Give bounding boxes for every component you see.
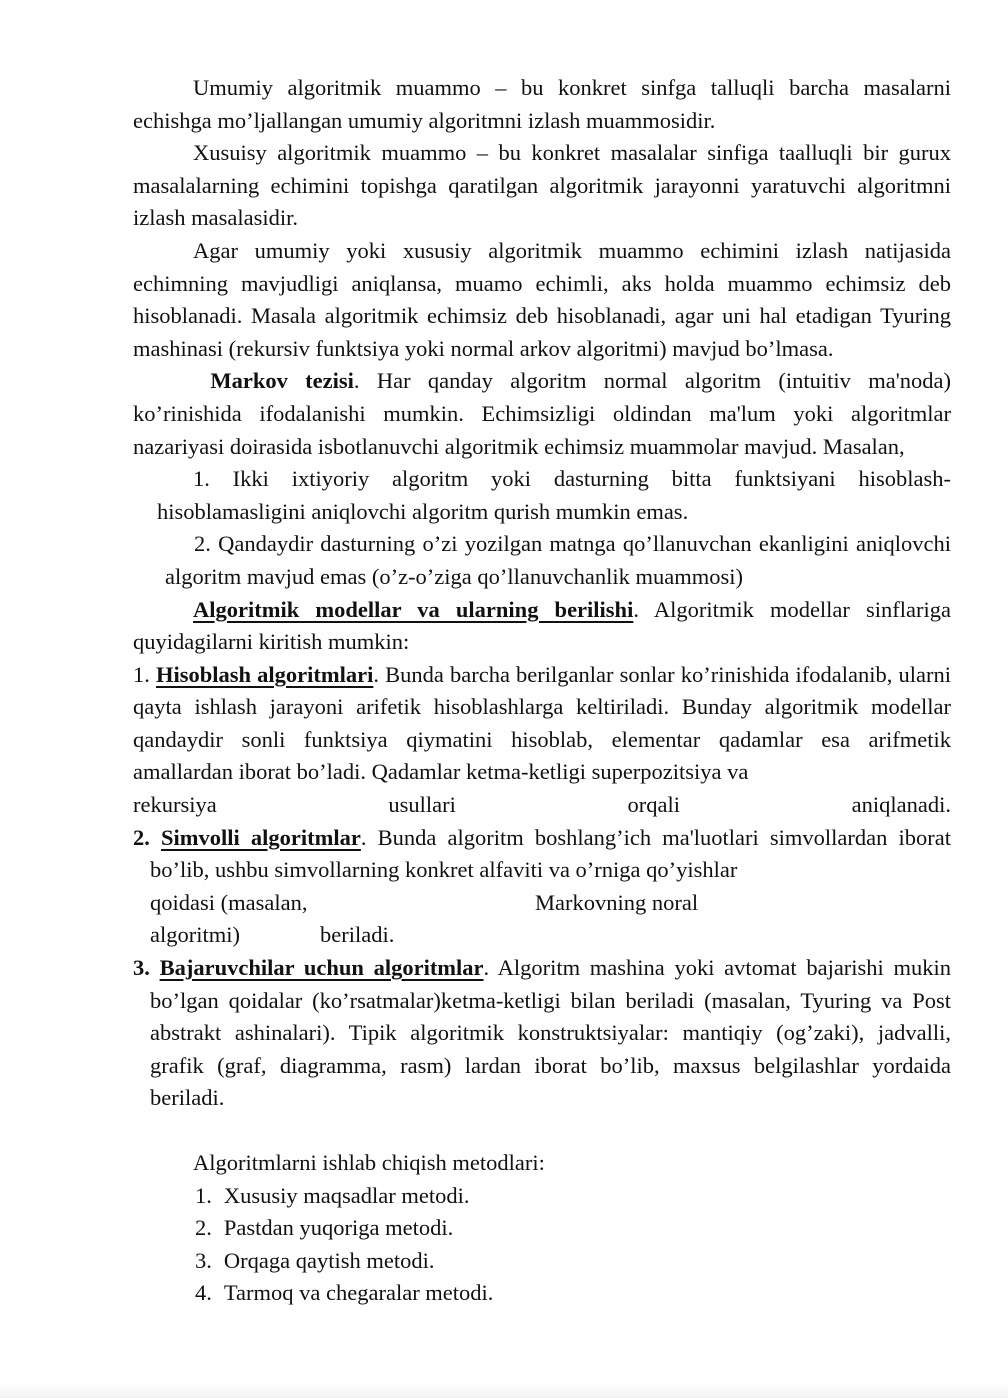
list-number: 1. [195, 1182, 212, 1208]
paragraph-general-problem: Umumiy algoritmik muammo – bu konkret sinfga talluqli barcha masalarni echishga mo’ljallangan umumiy algoritmni izlash muammosidir. [133, 75, 951, 133]
list-text: Xususiy maqsadlar metodi. [223, 1182, 470, 1208]
list-item [195, 1212, 951, 1245]
list-item [195, 1180, 951, 1213]
symbolic-body: . Bunda algoritm boshlang’ich ma'luotlari simvollardan iborat bo’lib, ushbu simvollarning konkret alfaviti va o’rniga qo’yishlar [150, 824, 951, 883]
markov-thesis-text: . Har qanday algoritm normal algoritm (intuitiv ma'noda) ko’rinishida ifodalanishi mumkin. Echimsizligi oldindan ma'lum yoki algoritmlar nazariyasi doirasida isbotlanuvchi algoritmik echimsiz muammolar mavjud. Masalan, [133, 368, 952, 459]
executors-heading: Bajaruvchilar uchun algoritmlar [159, 955, 484, 981]
paragraph-models [133, 594, 951, 659]
word: algoritmi) [150, 922, 240, 948]
section-computational [133, 659, 951, 822]
word: Markovning noral [535, 889, 699, 915]
executors-body: . Algoritm mashina yoki avtomat bajarishi mukin bo’lgan qoidalar (ko’rsatmalar)ketma-ketligi bilan beriladi (masalan, Tyuring va Post abstrakt ashinalari). Tipik algoritmik konstruktsiyalar: mantiqiy (og’zaki), jadvalli, grafik (graf, diagramma, rasm) lardan iborat bo’lib, maxsus belgilashlar yordaida beriladi. [150, 955, 951, 1111]
paragraph-special-problem: Xusuisy algoritmik muammo – bu konkret masalalar sinfiga taalluqli bir gurux masalalarning echimini topishga qaratilgan algoritmik jarayonni yaratuvchi algoritmni izlash masalasidir. [133, 140, 951, 231]
spacer [133, 1115, 951, 1147]
list-text: Pastdan yuqoriga metodi. [223, 1215, 454, 1241]
word: usullari [388, 792, 456, 818]
document-page [133, 72, 951, 1310]
list-text: Tarmoq va chegaralar metodi. [223, 1280, 494, 1306]
list-item [195, 1277, 951, 1310]
models-text: . Algoritmik modellar sinflariga quyidagilarni kiritish mumkin: [133, 596, 951, 655]
list-number: 3. [195, 1247, 212, 1273]
paragraph-solvability: Agar umumiy yoki xususiy algoritmik muammo echimini izlash natijasida echimning mavjudligi aniqlansa, muamo echimli, aks holda muammo echimsiz deb hisoblanadi. Masala algoritmik echimsiz deb hisoblanadi, agar uni hal etadigan Tyuring mashinasi (rekursiv funktsiya yoki normal arkov algoritmi) mavjud bo’lmasa. [133, 237, 951, 361]
computational-body: . Bunda barcha berilganlar sonlar ko’rinishida ifodalanib, ularni qayta ishlash jarayoni arifetik hisoblashlarga keltiriladi. Bunday algoritmik modellar qandaydir sonli funktsiya qiymatini hisoblab, elementar qadamlar esa arifmetik amallardan iborat bo’ladi. Qadamlar ketma-ketligi superpozitsiya va [133, 661, 951, 785]
computational-heading: Hisoblash algoritmlari [156, 661, 374, 687]
markov-thesis-heading: Markov tezisi [210, 368, 354, 394]
list-item [195, 1245, 951, 1278]
list-item-2: 2. Qandaydir dasturning o’zi yozilgan matnga qo’llanuvchan ekanligini aniqlovchi algoritm mavjud emas (o’z-o’ziga qo’llanuvchanlik muammosi) [165, 531, 951, 589]
word: rekursiya [133, 792, 217, 818]
page-bottom-edge [0, 1382, 1008, 1398]
models-heading: Algoritmik modellar va ularning berilishi [193, 596, 634, 622]
paragraph-markov-thesis [133, 365, 951, 463]
symbolic-line-4 [133, 919, 951, 952]
symbolic-heading: Simvolli algoritmlar [161, 824, 361, 850]
list-item-1: 1. Ikki ixtiyoriy algoritm yoki dasturning bitta funktsiyani hisoblash-hisoblamasligini aniqlovchi algoritm qurish mumkin emas. [157, 466, 951, 524]
section-number: 3. [133, 955, 160, 981]
word: beriladi. [320, 922, 395, 948]
word: orqali [627, 792, 680, 818]
word: aniqlanadi. [851, 792, 951, 818]
word: qoidasi (masalan, [150, 889, 308, 915]
list-text: Orqaga qaytish metodi. [223, 1247, 435, 1273]
computational-last-line [133, 789, 951, 822]
section-executors [133, 952, 951, 1115]
section-number: 2. [133, 824, 162, 850]
computational-text [133, 659, 951, 789]
section-symbolic [133, 822, 951, 952]
symbolic-line-3 [133, 887, 951, 920]
symbolic-text [133, 822, 951, 887]
list-number: 4. [195, 1280, 212, 1306]
list-number: 2. [195, 1215, 212, 1241]
methods-list [133, 1180, 951, 1310]
section-number: 1. [133, 661, 156, 687]
methods-title: Algoritmlarni ishlab chiqish metodlari: [193, 1150, 545, 1175]
